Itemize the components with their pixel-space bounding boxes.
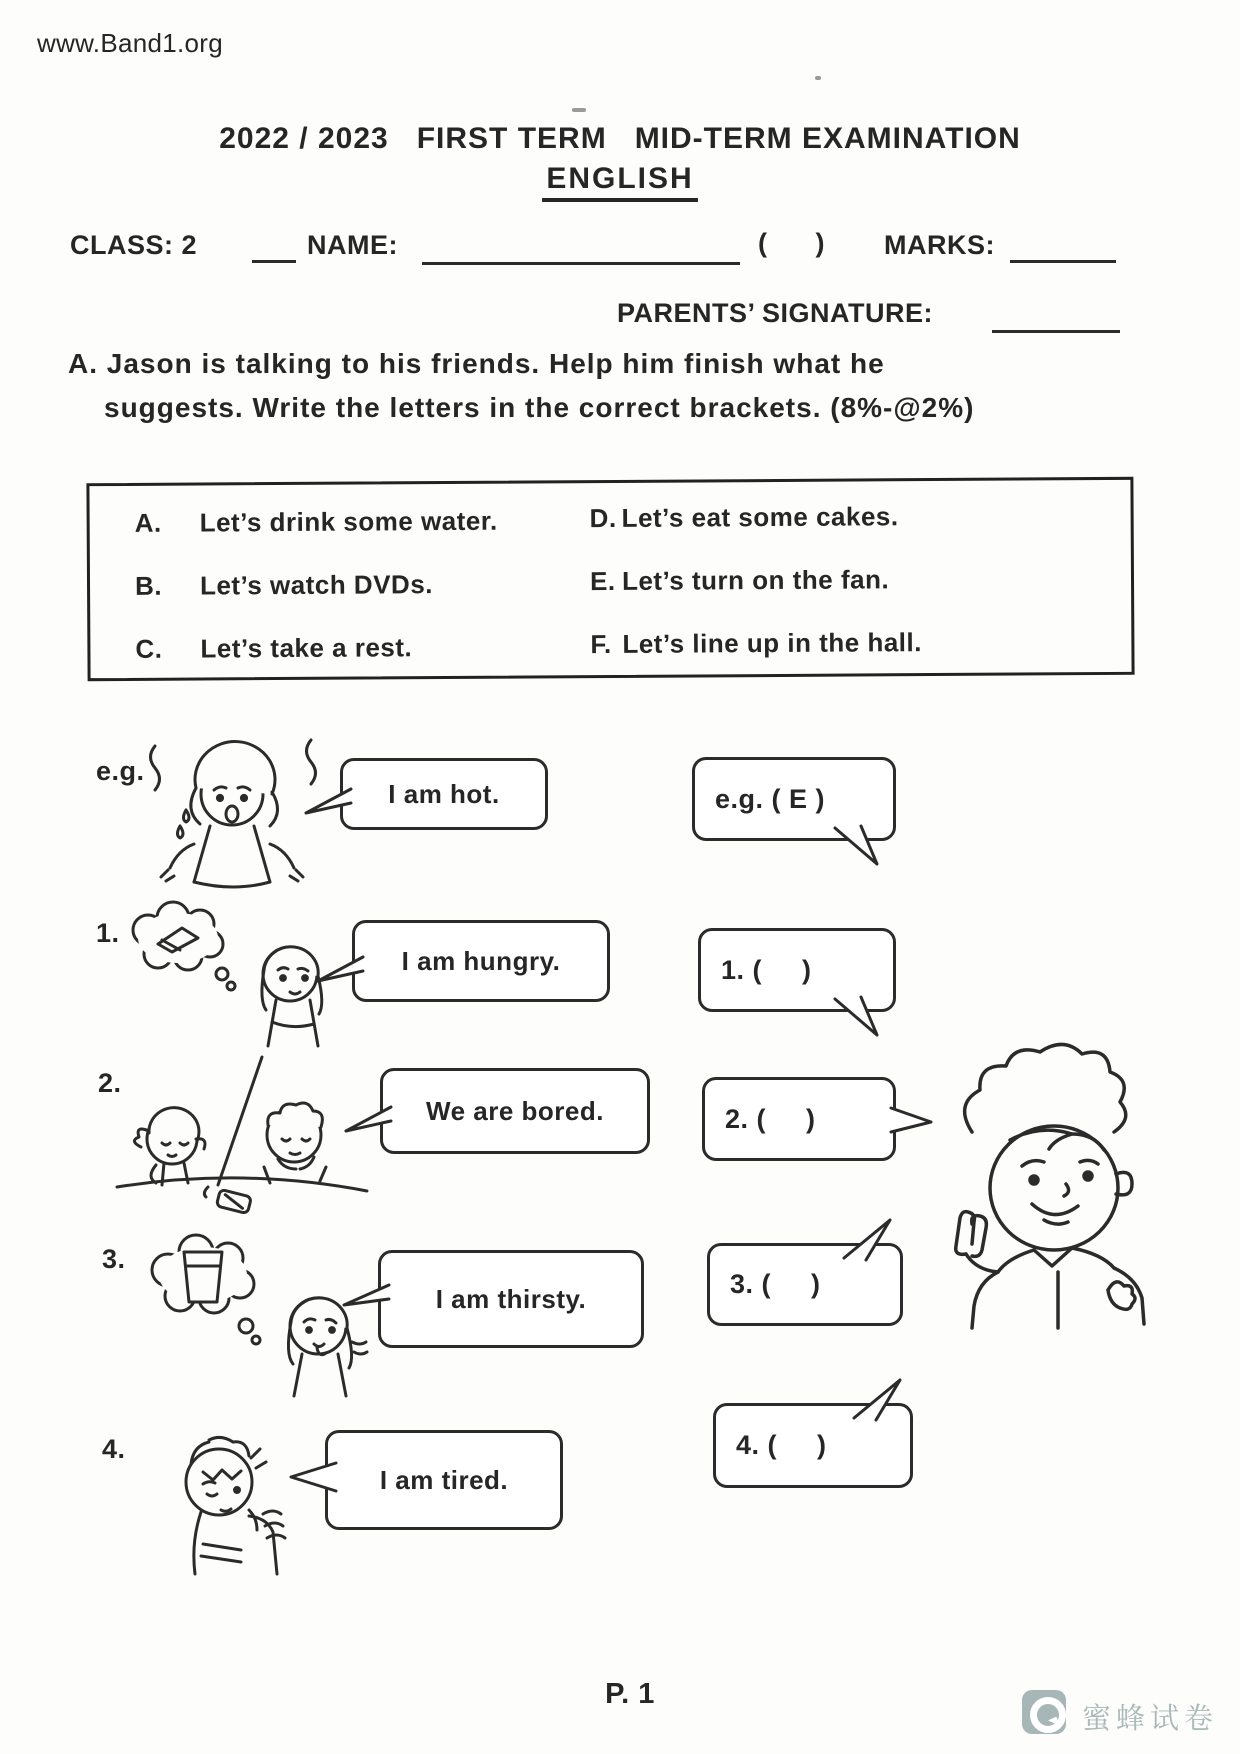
answer-text: 4. ( ) bbox=[736, 1430, 827, 1460]
thirsty-girl-drawing bbox=[140, 1230, 390, 1400]
speech-text: I am hungry. bbox=[401, 945, 561, 976]
exam-subject-text: ENGLISH bbox=[542, 162, 697, 202]
tired-boy-drawing bbox=[145, 1418, 345, 1578]
speech-text: We are bored. bbox=[426, 1095, 604, 1126]
speech-bubble-eg bbox=[340, 758, 548, 830]
option-letter: A. bbox=[134, 507, 162, 538]
name-label: NAME: bbox=[307, 230, 398, 260]
name-blank-line bbox=[422, 260, 740, 265]
option-letter: B. bbox=[134, 570, 163, 601]
marks-blank-line bbox=[1010, 258, 1116, 263]
speech-text: I am hot. bbox=[388, 778, 500, 809]
answer-bubble-1 bbox=[698, 928, 896, 1012]
answer-tail bbox=[825, 995, 889, 1041]
class-blank-line bbox=[252, 258, 296, 263]
jason-drawing bbox=[920, 1028, 1190, 1328]
exam-subject bbox=[0, 162, 1240, 196]
brand-watermark: 蜜蜂试卷 bbox=[1082, 1703, 1219, 1735]
page-number: P. 1 bbox=[605, 1678, 655, 1710]
bee-logo-ring bbox=[1030, 1697, 1066, 1733]
answer-bubble-3 bbox=[707, 1243, 903, 1326]
option-letter: E. bbox=[589, 565, 616, 597]
answer-tail bbox=[844, 1374, 910, 1422]
answer-bubble-4 bbox=[713, 1403, 913, 1488]
item-label-1: 1. bbox=[96, 918, 120, 948]
signature-label: PARENTS’ SIGNATURE: bbox=[617, 298, 934, 328]
speech-text: I am thirsty. bbox=[435, 1283, 587, 1314]
option-text: Let’s line up in the hall. bbox=[622, 627, 922, 659]
hungry-girl-drawing bbox=[118, 900, 348, 1050]
bored-kids-drawing bbox=[112, 1055, 372, 1230]
instruction-line-1: A. Jason is talking to his friends. Help him finish what he bbox=[68, 348, 885, 379]
answer-text: 3. ( ) bbox=[730, 1269, 821, 1299]
option-text: Let’s turn on the fan. bbox=[621, 564, 890, 596]
item-label-4: 4. bbox=[102, 1434, 126, 1464]
scan-speck bbox=[815, 76, 821, 80]
speech-bubble-4 bbox=[325, 1430, 563, 1530]
option-letter: C. bbox=[135, 633, 163, 664]
class-label: CLASS: 2 bbox=[70, 230, 198, 260]
option-letter: F. bbox=[590, 628, 612, 660]
class-number-brackets: ( ) bbox=[758, 228, 825, 258]
instruction-line-2: suggests. Write the letters in the correct brackets. (8%-@2%) bbox=[104, 392, 975, 423]
item-label-3: 3. bbox=[102, 1244, 126, 1274]
speech-bubble-3 bbox=[378, 1250, 644, 1348]
answer-tail bbox=[825, 824, 889, 870]
option-text: Let’s take a rest. bbox=[200, 632, 413, 664]
speech-text: I am tired. bbox=[379, 1464, 509, 1495]
speech-bubble-2 bbox=[380, 1068, 650, 1154]
option-text: Let’s eat some cakes. bbox=[621, 501, 899, 533]
bee-logo-icon bbox=[1022, 1690, 1066, 1734]
exam-title: 2022 / 2023 FIRST TERM MID-TERM EXAMINATION bbox=[219, 122, 1021, 155]
answer-bubble-2 bbox=[702, 1077, 896, 1161]
option-text: Let’s watch DVDs. bbox=[199, 569, 434, 601]
signature-blank-line bbox=[992, 328, 1120, 333]
site-watermark: www.Band1.org bbox=[37, 28, 224, 58]
answer-text: e.g. ( E ) bbox=[715, 783, 826, 814]
marks-label: MARKS: bbox=[884, 230, 995, 260]
item-label-eg: e.g. bbox=[96, 756, 145, 786]
item-label-2: 2. bbox=[98, 1068, 122, 1098]
scan-speck bbox=[572, 108, 586, 112]
options-box bbox=[86, 477, 1134, 681]
answer-tail bbox=[834, 1214, 900, 1262]
answer-text: 1. ( ) bbox=[721, 954, 812, 985]
hot-girl-drawing bbox=[130, 730, 335, 900]
speech-bubble-1 bbox=[352, 920, 610, 1002]
answer-bubble-eg bbox=[692, 757, 896, 841]
option-letter: D. bbox=[589, 502, 617, 534]
option-text: Let’s drink some water. bbox=[199, 505, 498, 538]
answer-text: 2. ( ) bbox=[725, 1103, 816, 1134]
